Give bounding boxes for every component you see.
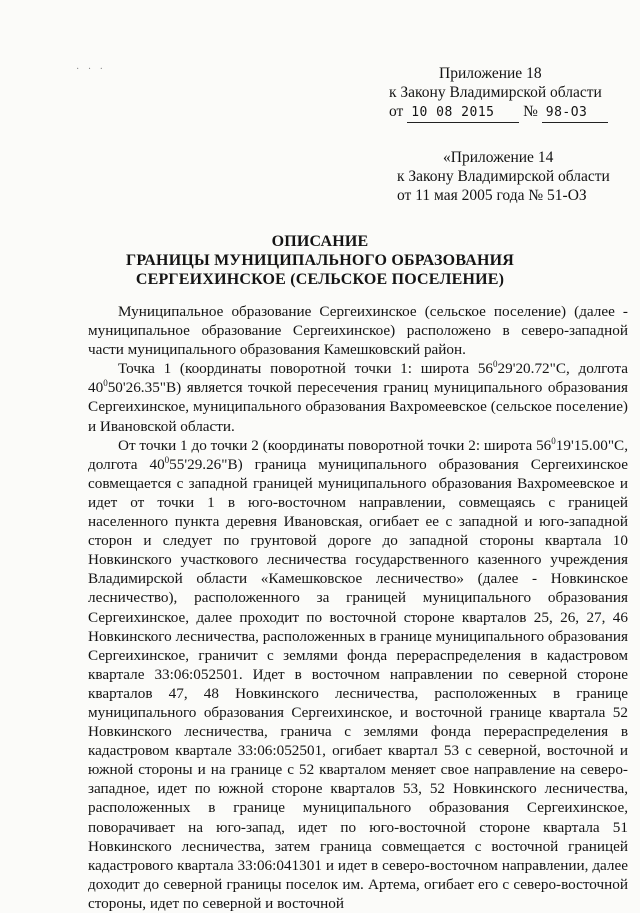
original-law-date: от 11 мая 2005 года № 51-ОЗ [397,187,587,204]
appendix-law-ref: к Закону Владимирской области [389,84,602,101]
appendix-date-line [389,102,629,123]
title-line-2: ГРАНИЦЫ МУНИЦИПАЛЬНОГО ОБРАЗОВАНИЯ [125,252,514,269]
handwritten-date: 10 08 2015 [407,103,519,123]
p2-part-a: Точка 1 (координаты поворотной точки 1: широта 56 [118,360,494,378]
scan-speckle: · · · [76,64,106,75]
number-sign: № [523,103,538,120]
p3-part-a: От точки 1 до точки 2 (координаты поворотной точки 2: широта 56 [118,436,552,454]
appendix-header-original [397,148,633,205]
original-appendix-number: «Приложение 14 [443,149,554,166]
paragraph-2 [88,359,628,435]
degree-sup: 0 [551,435,556,446]
degree-sup: 0 [164,454,170,465]
original-law-ref: к Закону Владимирской области [397,168,610,185]
appendix-header-current [389,64,629,123]
document-body [88,302,628,913]
p2-part-c: 50'26.35"В) является точкой пересечения границ муниципального образования Сергеихинское, муниципального образования Вахромеевское (сельское поселение) и Ивановской области. [88,379,628,435]
document-title [0,232,640,289]
p3-part-b: 19'15.00"С, долгота 40 [88,436,628,473]
title-line-1: ОПИСАНИЕ [271,233,369,250]
degree-sup: 0 [103,378,108,389]
paragraph-3 [88,436,628,913]
from-word: от [389,103,404,120]
p3-part-c: 55'29.26"В) граница муниципального образования Сергеихинское совмещается с западной границей муниципального образования Вахромеевское и идет от точки 1 в юго-восточном направлении, совмещаясь с границей населенного пункта деревня Ивановская, огибает ее с западной и юго-западной сторон и следует по грунтовой дороге до западной стороны квартала 10 Новкинского участкового лесничества государственного казенного учреждения Владимирской области «Камешковское лесничество» (далее - Новкинское лесничество), расположенного за границей муниципального образования Сергеихинское, далее проходит по восточной стороне кварталов 25, 26, 27, 46 Новкинского лесничества, расположенных в границе муниципального образования Сергеихинское, граничит с землями фонда перераспределения в кадастровом квартале 33:06:052501. Идет в восточном направлении по северной стороне кварталов 47, 48 Новкинского лесничества, расположенных в границе муниципального образования Сергеихинское, и восточной границе квартала 52 Новкинского лесничества, гранича с землями фонда перераспределения в кадастровом квартале 33:06:052501, огибает квартал 53 с северной, восточной и южной стороны и на границе с 52 кварталом меняет свое направление на северо-западное, идет по южной стороне кварталов 53, 52 Новкинского лесничества, расположенных в границе муниципального образования Сергеихинское, поворачивает на юго-запад, идет по юго-восточной стороне квартала 51 Новкинского лесничества, затем граница совмещается с восточной границей кадастрового квартала 33:06:041301 и идет в северо-восточном направлении, далее доходит до северной границы поселок им. Артема, огибает его с северо-восточной стороны, идет по северной и восточной [88,455,628,912]
appendix-number: Приложение 18 [439,65,542,82]
p2-part-b: 29'20.72"С, долгота 40 [88,360,628,397]
handwritten-number: 98-ОЗ [542,103,608,123]
title-line-3: СЕРГЕИХИНСКОЕ (СЕЛЬСКОЕ ПОСЕЛЕНИЕ) [135,271,505,288]
paragraph-1: Муниципальное образование Сергеихинское (сельское поселение) (далее - муниципальное образование Сергеихинское) расположено в северо-западной части муниципального образования Камешковский район. [88,303,628,359]
degree-sup: 0 [493,359,498,370]
